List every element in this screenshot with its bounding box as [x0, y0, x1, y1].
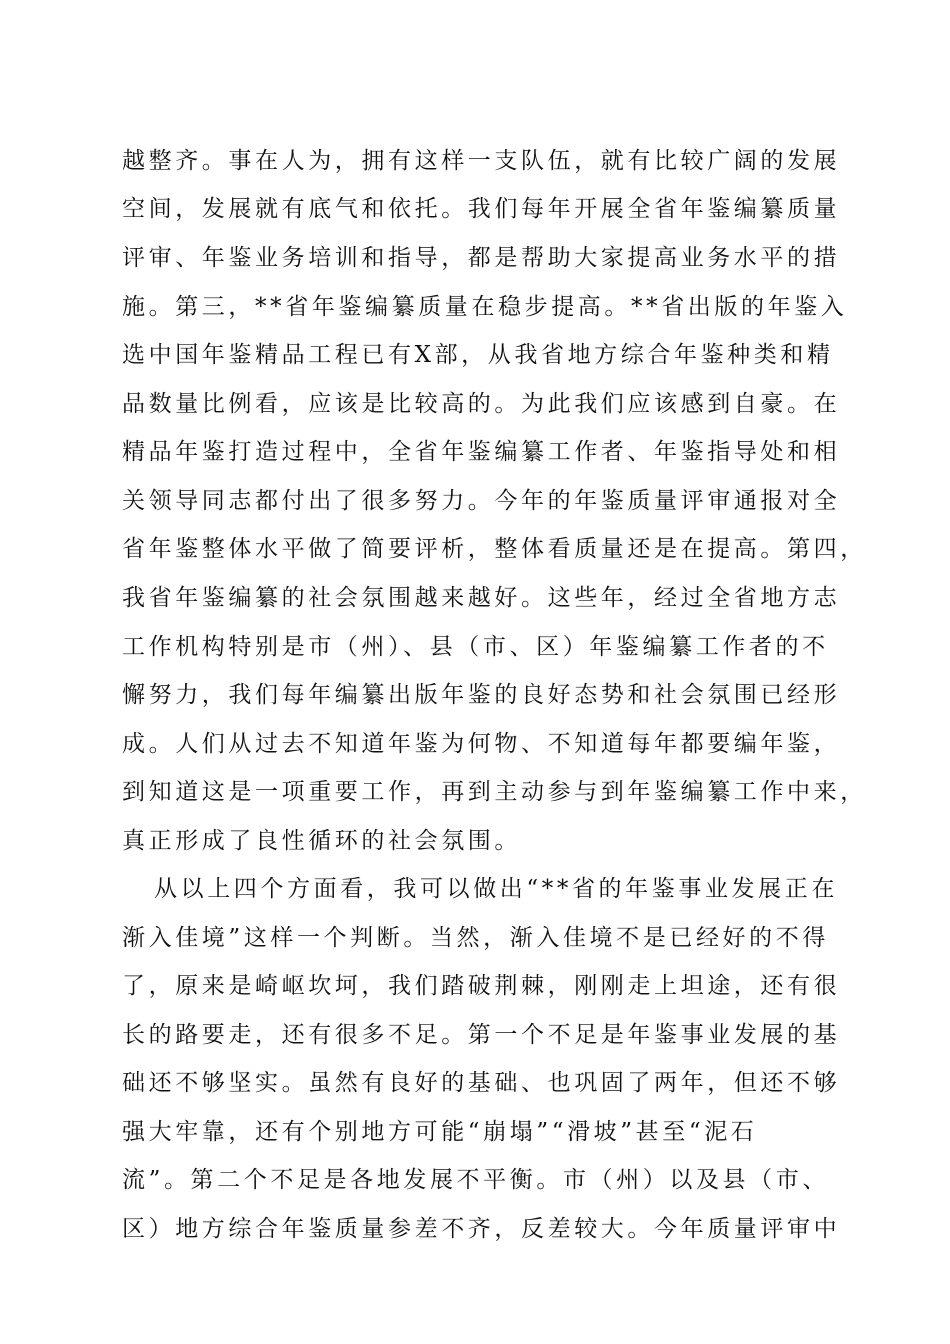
text-line: 强大牢靠，还有个别地方可能“崩塌”“滑坡”甚至“泥石 [122, 1119, 758, 1145]
text-line: 空间，发展就有底气和依托。我们每年开展全省年鉴编纂质量 [122, 196, 841, 222]
text-line: 施。第三，**省年鉴编纂质量在稳步提高。**省出版的年鉴入 [122, 294, 848, 320]
text-line: 了，原来是崎岖坎坷，我们踏破荆棘，刚刚走上坦途，还有很 [122, 973, 841, 999]
text-line: 选中国年鉴精品工程已有X部，从我省地方综合年鉴种类和精 [122, 342, 834, 368]
text-line: 品数量比例看，应该是比较高的。为此我们应该感到自豪。在 [122, 391, 841, 417]
text-line: 关领导同志都付出了很多努力。今年的年鉴质量评审通报对全 [122, 488, 841, 514]
text-line: 越整齐。事在人为，拥有这样一支队伍，就有比较广阔的发展 [122, 148, 841, 174]
text-line: 评审、年鉴业务培训和指导，都是帮助大家提高业务水平的措 [122, 245, 841, 271]
text-line: 省年鉴整体水平做了简要评析，整体看质量还是在提高。第四， [122, 536, 867, 562]
text-line: 真正形成了良性循环的社会氛围。 [122, 828, 521, 854]
text-line: 成。人们从过去不知道年鉴为何物、不知道每年都要编年鉴， [122, 731, 841, 757]
text-line: 渐入佳境”这样一个判断。当然，渐入佳境不是已经好的不得 [122, 925, 829, 951]
text-line: 我省年鉴编纂的社会氛围越来越好。这些年，经过全省地方志 [122, 585, 841, 611]
text-line: 工作机构特别是市（州）、县（市、区）年鉴编纂工作者的不 [122, 634, 829, 660]
text-line: 精品年鉴打造过程中，全省年鉴编纂工作者、年鉴指导处和相 [122, 439, 841, 465]
text-line: 长的路要走，还有很多不足。第一个不足是年鉴事业发展的基 [122, 1022, 841, 1048]
text-line: 础还不够坚实。虽然有良好的基础、也巩固了两年，但还不够 [122, 1070, 841, 1096]
text-line: 懈努力，我们每年编纂出版年鉴的良好态势和社会氛围已经形 [122, 682, 841, 708]
paragraph-first-line: 从以上四个方面看，我可以做出“**省的年鉴事业发展正在 [154, 876, 838, 902]
text-line: 到知道这是一项重要工作，再到主动参与到年鉴编纂工作中来， [122, 779, 867, 805]
text-line: 流”。第二个不足是各地发展不平衡。市（州）以及县（市、 [122, 1167, 829, 1193]
text-line: 区）地方综合年鉴质量参差不齐，反差较大。今年质量评审中 [122, 1216, 841, 1242]
